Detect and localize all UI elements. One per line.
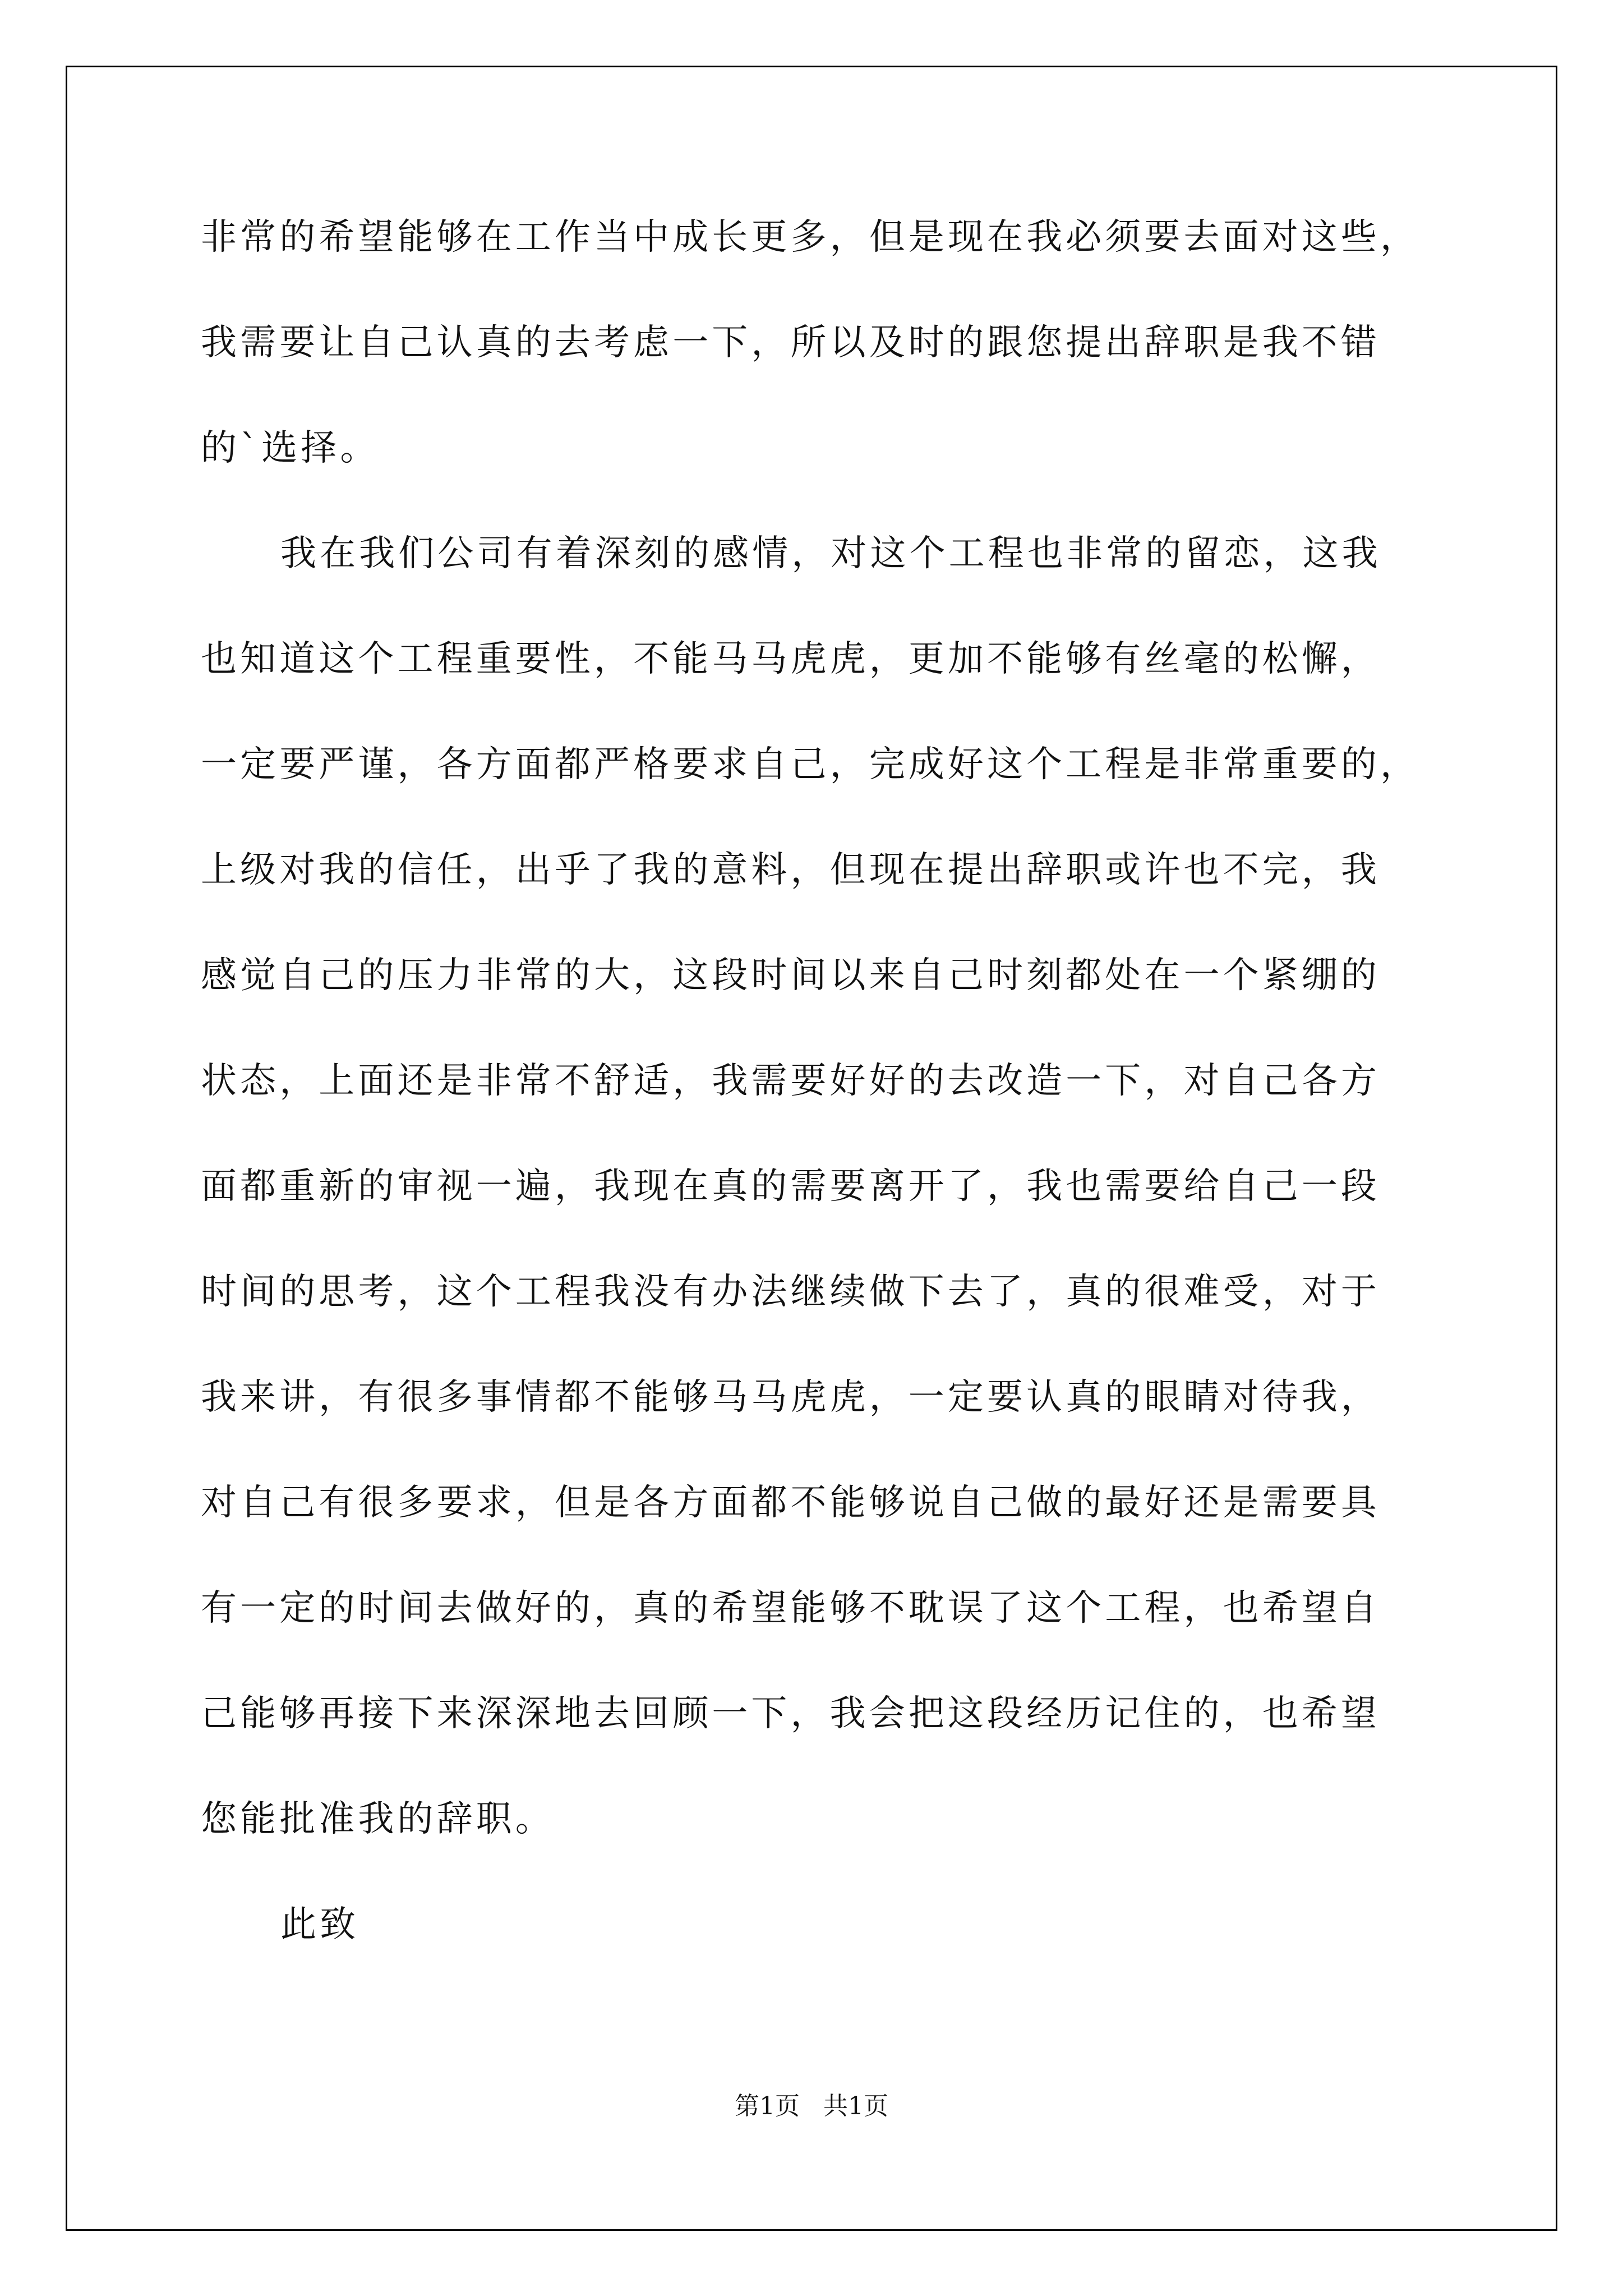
text-line: 我来讲，有很多事情都不能够马马虎虎，一定要认真的眼睛对待我， (201, 1377, 1380, 1418)
text-line: 感觉自己的压力非常的大，这段时间以来自己时刻都处在一个紧绷的 (201, 955, 1380, 996)
page-number: 第1页 (735, 2092, 800, 2120)
text-line: 也知道这个工程重要性，不能马马虎虎，更加不能够有丝毫的松懈， (201, 638, 1380, 680)
page-footer (0, 2086, 1623, 2122)
text-line: 时间的思考，这个工程我没有办法继续做下去了，真的很难受，对于 (201, 1271, 1380, 1313)
text-line: 有一定的时间去做好的，真的希望能够不耽误了这个工程，也希望自 (201, 1588, 1380, 1629)
paragraph-first-line: 我在我们公司有着深刻的感情，对这个工程也非常的留恋，这我 (280, 533, 1381, 574)
text-line: 的`选择。 (201, 427, 380, 469)
text-line: 面都重新的审视一遍，我现在真的需要离开了，我也需要给自己一段 (201, 1166, 1380, 1207)
text-line: 一定要严谨，各方面都严格要求自己，完成好这个工程是非常重要的， (201, 744, 1420, 785)
text-line: 状态，上面还是非常不舒适，我需要好好的去改造一下，对自己各方 (201, 1060, 1380, 1102)
page-total: 共1页 (823, 2092, 888, 2120)
text-line: 己能够再接下来深深地去回顾一下，我会把这段经历记住的，也希望 (201, 1693, 1380, 1734)
closing-salutation: 此致 (280, 1904, 359, 1945)
text-line: 对自己有很多要求，但是各方面都不能够说自己做的最好还是需要具 (201, 1482, 1380, 1524)
text-line: 上级对我的信任，出乎了我的意料，但现在提出辞职或许也不完，我 (201, 849, 1380, 891)
text-line: 我需要让自己认真的去考虑一下，所以及时的跟您提出辞职是我不错 (201, 322, 1380, 364)
text-line: 您能批准我的辞职。 (201, 1798, 555, 1840)
text-line: 非常的希望能够在工作当中成长更多，但是现在我必须要去面对这些， (201, 217, 1420, 258)
